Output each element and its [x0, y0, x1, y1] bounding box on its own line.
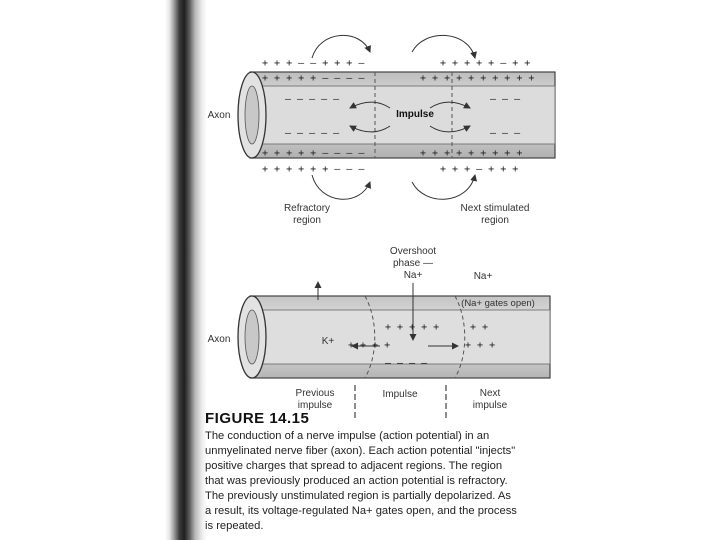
previous-impulse-label: Previous impulse [295, 388, 335, 411]
caption-line: positive charges that spread to adjacent regions. The region [205, 460, 503, 472]
svg-text:– – –: – – – [490, 94, 521, 105]
svg-text:+ + + + + + + + + +: + + + + + + + + + + [420, 73, 535, 84]
svg-text:+ + + + + + + + +: + + + + + + + + + [420, 148, 523, 159]
na-label: Na+ [473, 271, 493, 282]
caption-line: is repeated. [205, 520, 264, 532]
na-gates-open-label: (Na+ gates open) [461, 298, 535, 309]
svg-text:+ + + +: + + + + [348, 340, 391, 351]
top-axon-diagram [0, 0, 720, 240]
svg-text:+ + + + + – + +: + + + + + – + + [440, 58, 531, 69]
svg-text:+ + + + + – – – –: + + + + + – – – – [262, 73, 365, 84]
figure-title: FIGURE 14.15 [205, 410, 310, 427]
svg-text:+ + + + + + – – –: + + + + + + – – – [262, 164, 365, 175]
bottom-axon-label: Axon [207, 334, 231, 345]
next-impulse-label: Next impulse [472, 388, 508, 411]
svg-text:+ + + + + – – – –: + + + + + – – – – [262, 148, 365, 159]
svg-text:– – – – –: – – – – – [285, 128, 340, 139]
svg-text:+ +: + + [470, 322, 489, 333]
svg-text:+ + + – – + + + –: + + + – – + + + – [262, 58, 365, 69]
k-label: K+ [321, 336, 335, 347]
svg-text:– – – –: – – – – [385, 358, 428, 369]
svg-text:+ + +: + + + [465, 340, 496, 351]
caption-line: The previously unstimulated region is partially depolarized. As [205, 490, 511, 502]
refractory-region-label: Refractory region [283, 203, 331, 226]
caption-line: that was previously produced an action potential is refractory. [205, 475, 508, 487]
bottom-axon-diagram [0, 240, 720, 420]
caption-line: a result, its voltage-regulated Na+ gates open, and the process [205, 505, 517, 517]
caption-line: The conduction of a nerve impulse (action potential) in an [205, 430, 490, 442]
bottom-impulse-label: Impulse [382, 389, 418, 400]
svg-text:– – – – –: – – – – – [285, 94, 340, 105]
svg-text:+ + + – + + +: + + + – + + + [440, 164, 519, 175]
svg-text:+ + + + +: + + + + + [385, 322, 440, 333]
top-impulse-label: Impulse [396, 109, 434, 120]
overshoot-phase-label: Overshoot phase — Na+ [389, 246, 437, 281]
svg-text:– – –: – – – [490, 128, 521, 139]
top-axon-label: Axon [207, 110, 231, 121]
next-stimulated-region-label: Next stimulated region [460, 203, 530, 226]
caption-line: unmyelinated nerve fiber (axon). Each action potential "injects" [205, 445, 516, 457]
